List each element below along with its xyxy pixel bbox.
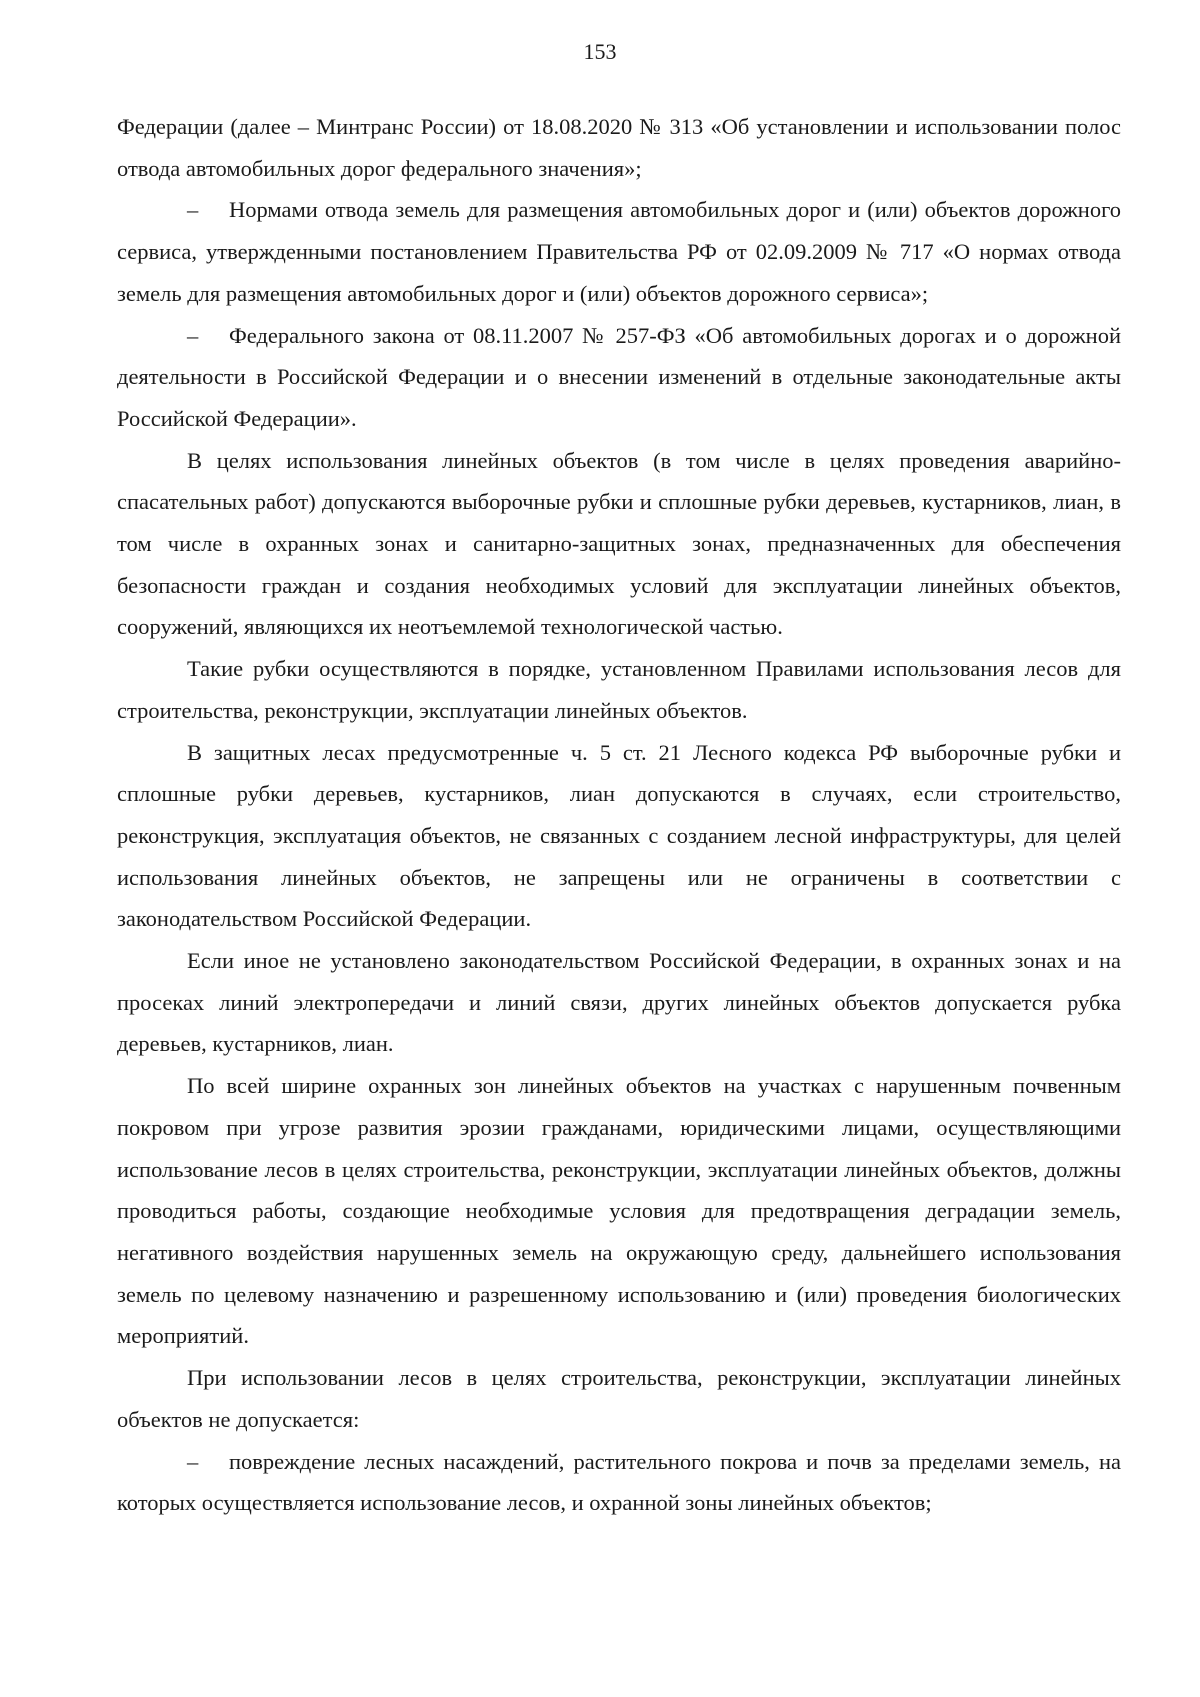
paragraph (117, 648, 1121, 731)
paragraph-text: При использовании лесов в целях строительства, реконструкции, эксплуатации линейных объектов не допускается: (117, 1365, 1121, 1432)
list-item-dash (117, 189, 1121, 314)
paragraph-text: В защитных лесах предусмотренные ч. 5 ст. 21 Лесного кодекса РФ выборочные рубки и сплошные рубки деревьев, кустарников, лиан допускаются в случаях, если строительство, реконструкция, эксплуатация объектов, не связанных с созданием лесной инфраструктуры, для целей использования линейных объектов, не запрещены или не ограничены в соответствии с законодательством Российской Федерации. (117, 739, 1121, 932)
paragraph (117, 732, 1121, 941)
paragraph (117, 1357, 1121, 1440)
paragraph-text: Такие рубки осуществляются в порядке, установленном Правилами использования лесов для строительства, реконструкции, эксплуатации линейных объектов. (117, 656, 1121, 723)
paragraph-text: По всей ширине охранных зон линейных объектов на участках с нарушенным почвенным покровом при угрозе развития эрозии гражданами, юридическими лицами, осуществляющими использование лесов в целях строительства, реконструкции, эксплуатации линейных объектов, должны проводиться работы, создающие необходимые условия для предотвращения деградации земель, негативного воздействия нарушенных земель на окружающую среду, дальнейшего использования земель по целевому назначению и разрешенному использованию и (или) проведения биологических мероприятий. (117, 1073, 1121, 1349)
paragraph-text: Федерации (далее – Минтранс России) от 18.08.2020 № 313 «Об установлении и использовании полос отвода автомобильных дорог федерального значения»; (117, 114, 1121, 181)
list-item-dash (117, 315, 1121, 440)
list-item-dash (117, 1441, 1121, 1524)
dash-marker: – (187, 322, 199, 348)
body-text (117, 106, 1121, 1524)
paragraph-text: В целях использования линейных объектов (в том числе в целях проведения аварийно-спасательных работ) допускаются выборочные рубки и сплошные рубки деревьев, кустарников, лиан, в том числе в охранных зонах и санитарно-защитных зонах, предназначенных для обеспечения безопасности граждан и создания необходимых условий для эксплуатации линейных объектов, сооружений, являющихся их неотъемлемой технологической частью. (117, 447, 1121, 640)
dash-marker: – (187, 197, 199, 223)
paragraph-continuation (117, 106, 1121, 189)
page-number: 153 (583, 39, 617, 64)
paragraph-text: Если иное не установлено законодательством Российской Федерации, в охранных зонах и на просеках линий электропередачи и линий связи, других линейных объектов допускается рубка деревьев, кустарников, лиан. (117, 948, 1121, 1057)
list-item-text: Нормами отвода земель для размещения автомобильных дорог и (или) объектов дорожного сервиса, утвержденными постановлением Правительства РФ от 02.09.2009 № 717 «О нормах отвода земель для размещения автомобильных дорог и (или) объектов дорожного сервиса»; (117, 197, 1121, 306)
list-item-text: Федерального закона от 08.11.2007 № 257-ФЗ «Об автомобильных дорогах и о дорожной деятельности в Российской Федерации и о внесении изменений в отдельные законодательные акты Российской Федерации». (117, 322, 1121, 431)
paragraph (117, 440, 1121, 649)
dash-marker: – (187, 1448, 199, 1474)
list-item-text: повреждение лесных насаждений, растительного покрова и почв за пределами земель, на которых осуществляется использование лесов, и охранной зоны линейных объектов; (117, 1448, 1121, 1516)
paragraph (117, 1065, 1121, 1357)
paragraph (117, 940, 1121, 1065)
